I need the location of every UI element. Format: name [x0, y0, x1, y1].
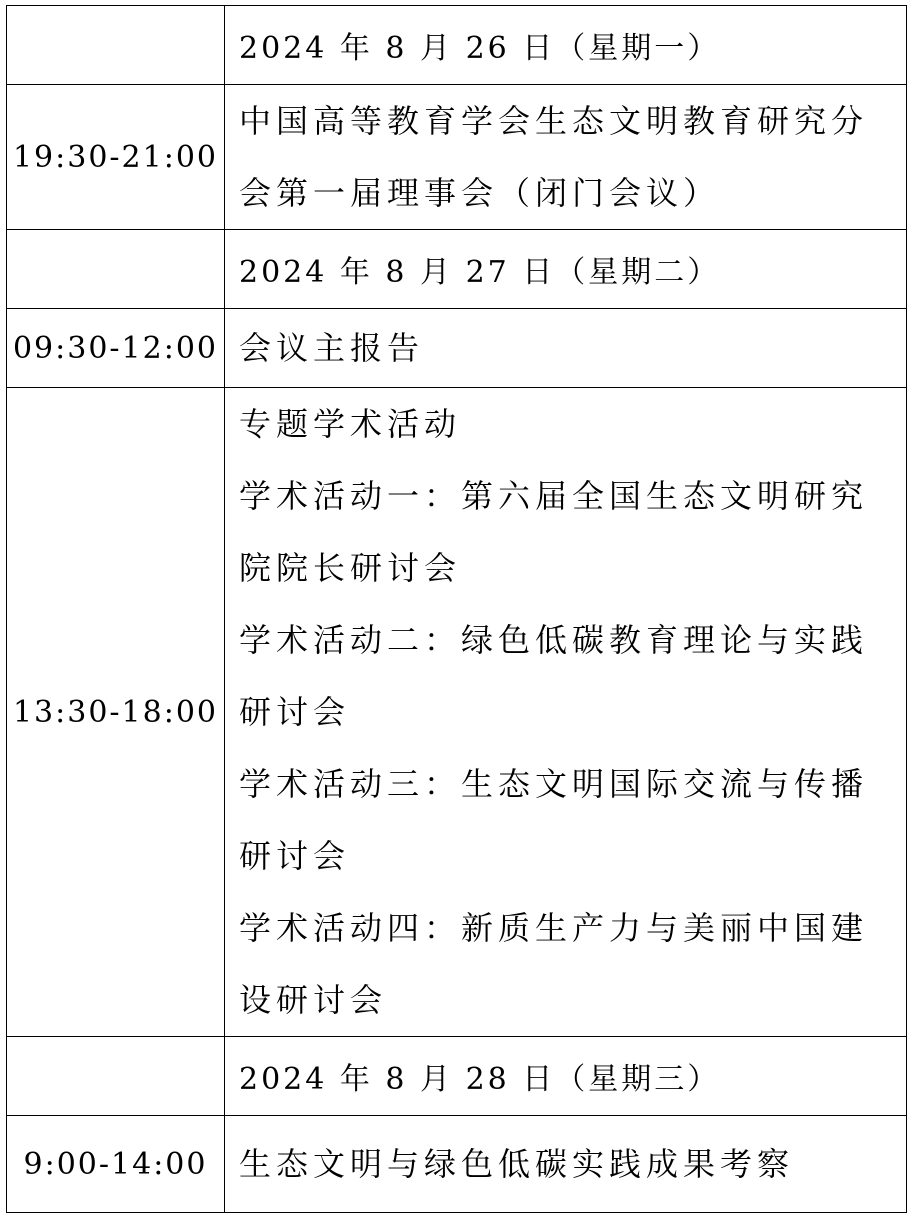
date-heading: 2024 年 8 月 26 日（星期一） — [225, 6, 907, 85]
date-heading: 2024 年 8 月 28 日（星期三） — [225, 1037, 907, 1116]
session-row — [7, 388, 907, 1037]
session-description — [225, 309, 907, 388]
academic-activity-item: 学术活动一：第六届全国生态文明研究院院长研讨会 — [239, 477, 869, 587]
academic-activity-item: 学术活动二：绿色低碳教育理论与实践研讨会 — [239, 621, 869, 731]
date-spacer-cell — [7, 6, 225, 85]
date-row — [7, 230, 907, 309]
academic-activity-item: 学术活动四：新质生产力与美丽中国建设研讨会 — [239, 909, 869, 1019]
session-title: 会议主报告 — [239, 329, 425, 367]
date-row — [7, 1037, 907, 1116]
session-row — [7, 309, 907, 388]
session-row — [7, 85, 907, 230]
date-heading: 2024 年 8 月 27 日（星期二） — [225, 230, 907, 309]
session-time: 09:30-12:00 — [7, 309, 225, 388]
session-time: 19:30-21:00 — [7, 85, 225, 230]
date-row — [7, 6, 907, 85]
date-spacer-cell — [7, 1037, 225, 1116]
session-time: 9:00-14:00 — [7, 1116, 225, 1213]
session-title: 中国高等教育学会生态文明教育研究分会第一届理事会（闭门会议） — [239, 102, 869, 212]
session-title: 专题学术活动 — [239, 405, 462, 443]
session-time: 13:30-18:00 — [7, 388, 225, 1037]
academic-activity-item: 学术活动三：生态文明国际交流与传播研讨会 — [239, 765, 869, 875]
session-description — [225, 1116, 907, 1213]
conference-schedule-table — [6, 5, 907, 1213]
session-description — [225, 388, 907, 1037]
session-title: 生态文明与绿色低碳实践成果考察 — [239, 1145, 795, 1183]
date-spacer-cell — [7, 230, 225, 309]
session-row — [7, 1116, 907, 1213]
session-description — [225, 85, 907, 230]
